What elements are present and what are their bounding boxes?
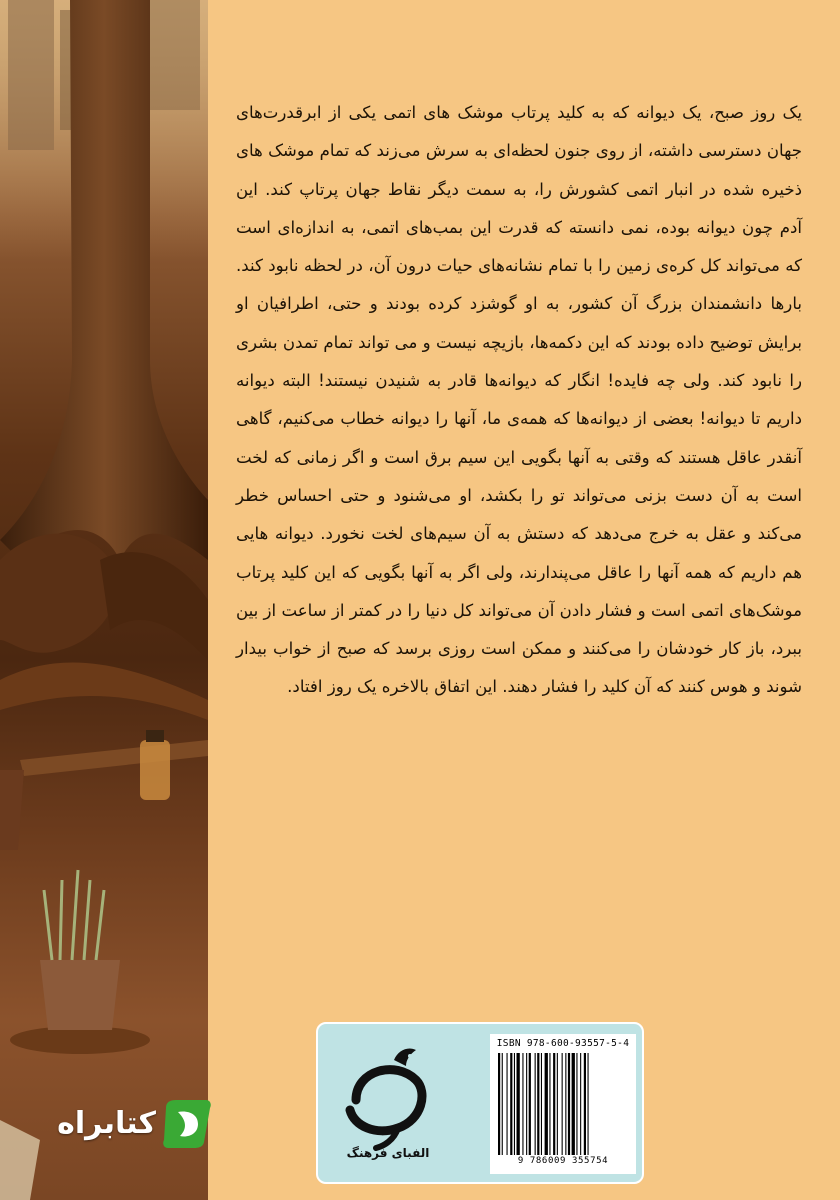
book-leaf-icon bbox=[158, 1096, 214, 1152]
barcode-bar bbox=[553, 1053, 555, 1155]
barcode-bar bbox=[584, 1053, 586, 1155]
barcode-bar bbox=[580, 1053, 581, 1155]
barcode-bars bbox=[498, 1053, 628, 1155]
publisher-barcode-panel bbox=[316, 1022, 644, 1184]
barcode-bar bbox=[517, 1053, 520, 1155]
isbn-label: ISBN 978-600-93557-5-4 bbox=[496, 1038, 630, 1049]
store-name: کتابراه bbox=[57, 1106, 156, 1141]
barcode-bar bbox=[514, 1053, 515, 1155]
barcode-bar bbox=[572, 1053, 575, 1155]
barcode-bar bbox=[545, 1053, 548, 1155]
barcode-bar bbox=[522, 1053, 523, 1155]
barcode-digits: 9 786009 355754 bbox=[517, 1156, 609, 1166]
barcode-bar bbox=[510, 1053, 512, 1155]
barcode-bar bbox=[507, 1053, 508, 1155]
barcode-bar bbox=[498, 1053, 500, 1155]
barcode-bar bbox=[549, 1053, 550, 1155]
back-cover-text bbox=[236, 94, 802, 707]
publisher-name: الفبای فرهنگ bbox=[346, 1146, 430, 1160]
barcode-bar bbox=[576, 1053, 577, 1155]
barcode-bar bbox=[502, 1053, 503, 1155]
synopsis-paragraph: یک روز صبح، یک دیوانه که به کلید پرتاب موشک های اتمی یکی از ابرقدرت‌های جهان دسترسی داشته، از روی جنون لحظه‌ای به سرش می‌زند که تمام موشک های ذخیره شده در انبار اتمی کشورش را، به سمت دیگر نقاط جهان پرتاپ کند. این آدم چون دیوانه بوده، نمی دانسته که قدرت این بمب‌های اتمی، به اندازه‌ای است که می‌تواند کل کره‌ی زمین را با تمام نشانه‌های حیات درون آن، در لحظه نابود کند. بارها دانشمندان بزرگ آن کشور، به او گوشزد کرده بودند و حتی، اطرافیان او برایش توضیح داده بودند که این دکمه‌ها، بازیچه نیست و می تواند تمام تمدن بشری را نابود کند. ولی چه فایده! انگار که دیوانه‌ها قادر به شنیدن نیستند! البته دیوانه داریم تا دیوانه! بعضی از دیوانه‌ها که همه‌ی ما، آنها را دیوانه خطاب می‌کنیم، گاهی آنقدر عاقل هستند که وقتی به آنها بگویی این سیم برق است و اگر زمانی که لخت است به آن دست بزنی می‌تواند تو را بکشد، او می‌شنود و حتی احساس خطر می‌کند و عقل به خرج می‌دهد که دستش به آن سیم‌های لخت نخورد. دیوانه هایی هم داریم که همه آنها را عاقل می‌پندارند، ولی اگر به آنها بگویی که این کلید پرتاب موشک‌های اتمی است و فشار دادن آن می‌تواند کل دنیا را در کمتر از ساعت از بین ببرد، باز کار خودشان را می‌کنند و ممکن است روزی برسد که صبح از خواب بیدار شوند و هوس کنند که آن کلید را فشار دهند. این اتفاق بالاخره یک روز افتاد. bbox=[236, 103, 802, 697]
cover-photo bbox=[0, 0, 208, 1200]
barcode-bar bbox=[565, 1053, 566, 1155]
barcode-bar bbox=[535, 1053, 536, 1155]
barcode-bar bbox=[568, 1053, 570, 1155]
barcode-bar bbox=[588, 1053, 589, 1155]
barcode-bar bbox=[526, 1053, 527, 1155]
barcode-bar bbox=[557, 1053, 558, 1155]
barcode-bar bbox=[537, 1053, 539, 1155]
barcode-bar bbox=[529, 1053, 531, 1155]
barcode-bar bbox=[562, 1053, 563, 1155]
forest-illustration bbox=[0, 0, 208, 1200]
barcode-bar bbox=[541, 1053, 542, 1155]
barcode bbox=[490, 1034, 636, 1174]
